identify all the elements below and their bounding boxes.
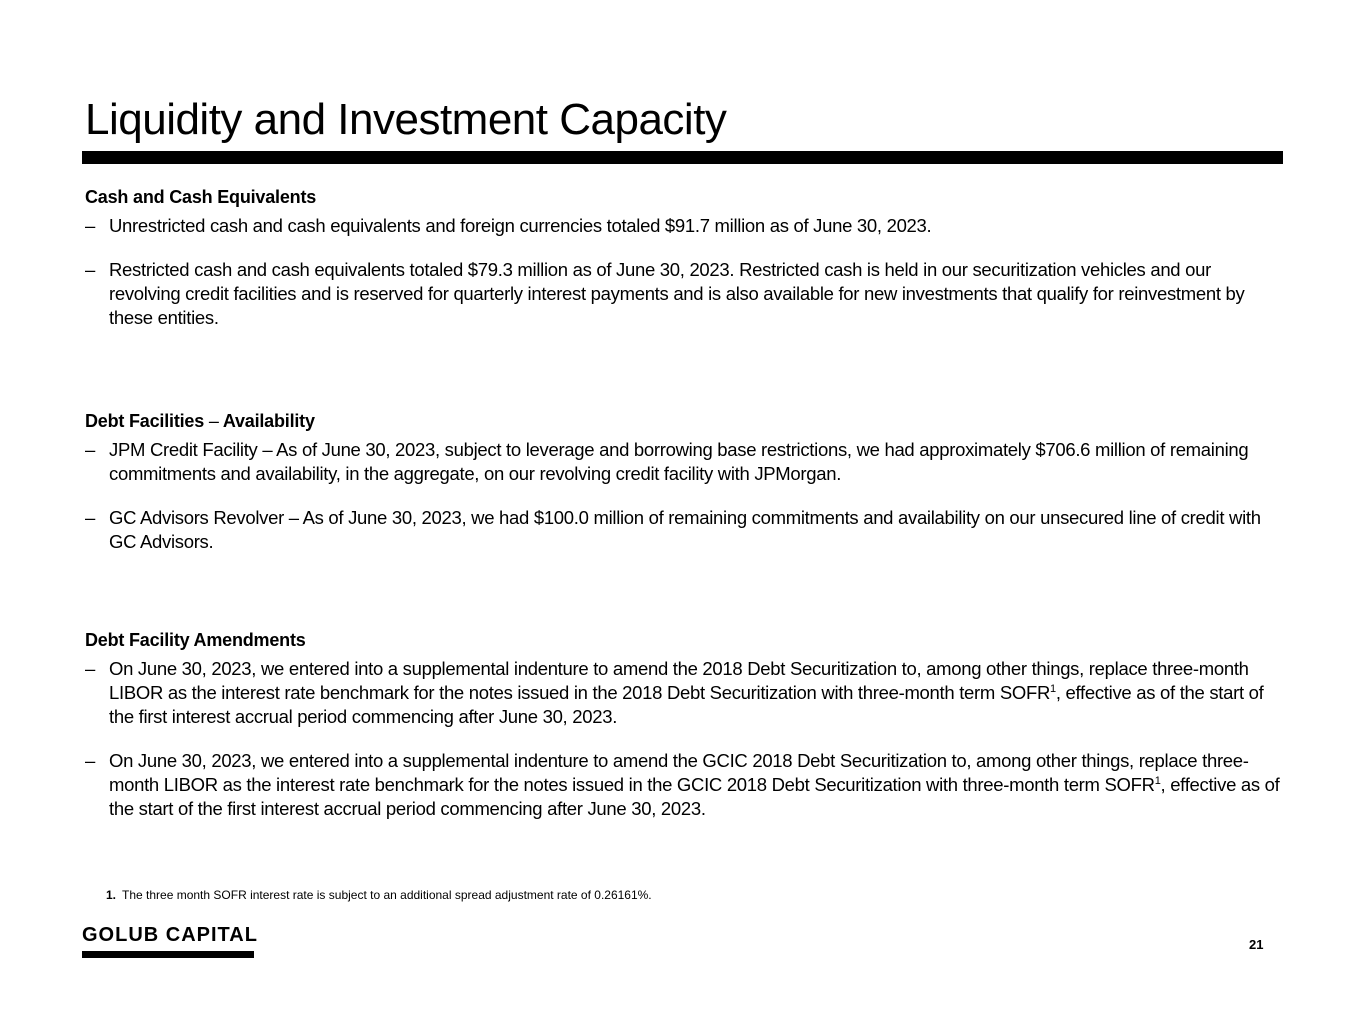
- bullet-text-continued: , effective as of the start of the first interest accrual period commencing after June 30, 2023.: [109, 682, 1264, 727]
- dash-marker: –: [85, 750, 95, 771]
- bullet-text: JPM Credit Facility – As of June 30, 2023, subject to leverage and borrowing base restrictions, we had approximately $706.6 million of remaining commitments and availability, in the aggregate, on our revolving credit facility with JPMorgan.: [109, 439, 1249, 484]
- section-heading: Debt Facility Amendments: [85, 630, 306, 650]
- section-debt-facility-amendments: [85, 629, 1280, 841]
- bullet-item: [85, 749, 1280, 821]
- golub-capital-logo: GOLUB CAPITAL: [82, 924, 258, 946]
- footnote-text: The three month SOFR interest rate is subject to an additional spread adjustment rate of 0.26161%.: [122, 888, 652, 902]
- section-heading-main: Debt Facilities: [85, 411, 205, 431]
- page-title: Liquidity and Investment Capacity: [85, 95, 727, 144]
- section-heading-dash: –: [208, 411, 219, 431]
- bullet-text-continued: , effective as of the start of the first interest accrual period commencing after June 30, 2023.: [109, 774, 1280, 819]
- bullet-text: On June 30, 2023, we entered into a supplemental indenture to amend the 2018 Debt Securitization to, among other things, replace three-month LIBOR as the interest rate benchmark for the notes issued in the 2018 Debt Securitization with three-month term SOFR: [109, 658, 1249, 703]
- dash-marker: –: [85, 215, 95, 236]
- page-number: 21: [1249, 937, 1264, 952]
- dash-marker: –: [85, 507, 95, 528]
- bullet-text: Unrestricted cash and cash equivalents and foreign currencies totaled $91.7 million as of June 30, 2023.: [109, 215, 932, 236]
- footnote: [106, 887, 652, 903]
- bullet-item: [85, 214, 1280, 238]
- section-debt-facilities-availability: [85, 410, 1280, 574]
- section-heading-sub: Availability: [222, 411, 315, 431]
- bullet-item: [85, 657, 1280, 729]
- dash-marker: –: [85, 259, 95, 280]
- dash-marker: –: [85, 439, 95, 460]
- logo-underline: [82, 951, 254, 958]
- footnote-reference: 1: [1154, 774, 1161, 787]
- bullet-item: [85, 438, 1280, 486]
- footnote-reference: 1: [1050, 682, 1056, 695]
- section-cash-equivalents: [85, 186, 1280, 350]
- title-rule: [82, 151, 1283, 164]
- bullet-item: [85, 258, 1280, 330]
- section-heading: Cash and Cash Equivalents: [85, 187, 317, 207]
- dash-marker: –: [85, 658, 95, 679]
- bullet-text: On June 30, 2023, we entered into a supplemental indenture to amend the GCIC 2018 Debt Securitization to, among other things, replace three-month LIBOR as the interest rate benchmark for the notes issued in the GCIC 2018 Debt Securitization with three-month term SOFR: [109, 750, 1249, 795]
- section-heading: [85, 410, 1280, 432]
- footnote-number: 1.: [106, 888, 117, 902]
- bullet-text: GC Advisors Revolver – As of June 30, 2023, we had $100.0 million of remaining commitments and availability on our unsecured line of credit with GC Advisors.: [109, 507, 1261, 552]
- bullet-text: Restricted cash and cash equivalents totaled $79.3 million as of June 30, 2023. Restricted cash is held in our securitization vehicles and our revolving credit facilities and is reserved for quarterly interest payments and is also available for new investments that qualify for reinvestment by these entities.: [109, 259, 1245, 328]
- bullet-item: [85, 506, 1280, 554]
